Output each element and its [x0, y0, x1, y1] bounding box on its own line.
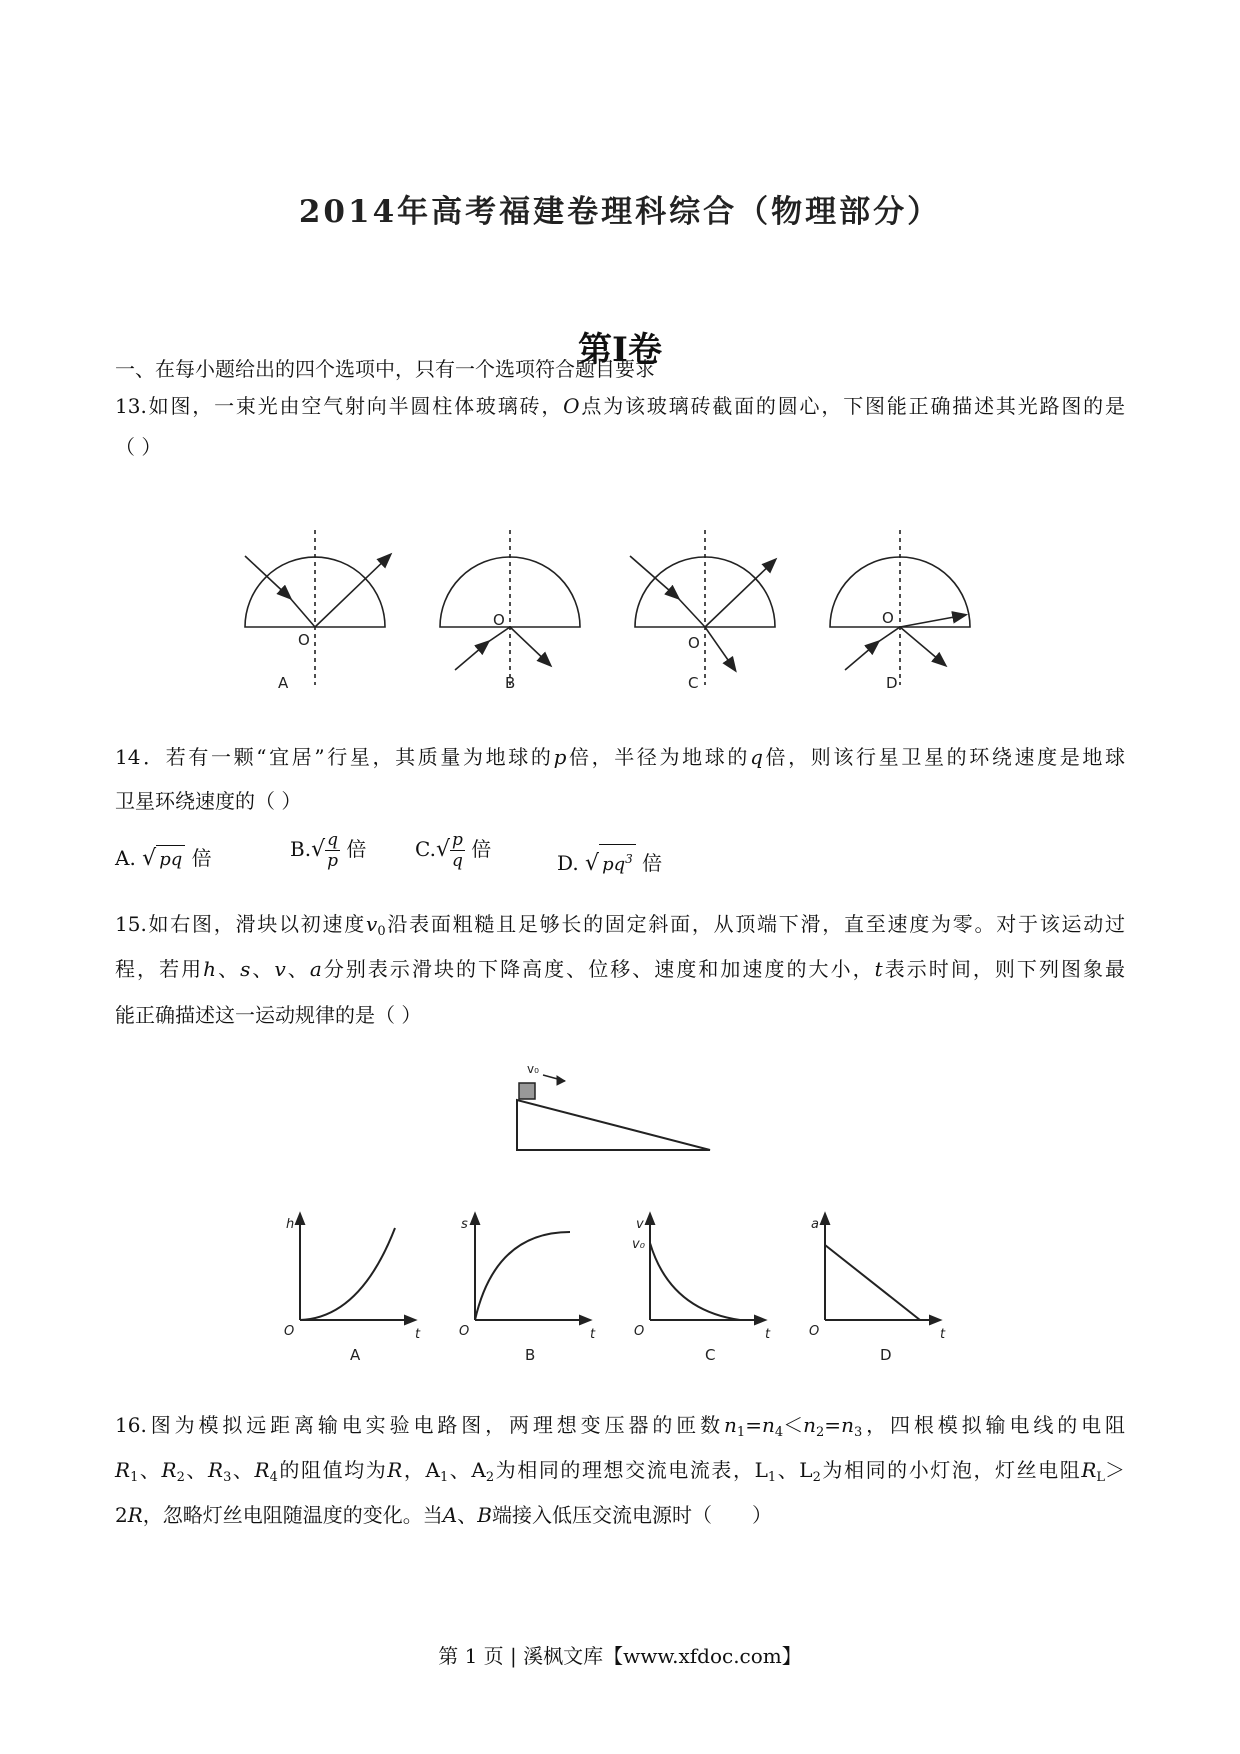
q16-line1: 16.图为模拟远距离输电实验电路图，两理想变压器的匝数$n_1=n_4<n_2=n_3$，四根模拟输电线的电阻	[115, 1413, 1126, 1440]
q15-graph-c-xaxis: t	[765, 1327, 771, 1342]
q15-graph-d-yaxis: a	[811, 1217, 819, 1232]
q13-figure	[230, 490, 1030, 690]
q15-graph-c-yaxis: v	[636, 1217, 644, 1232]
q13-origin-a: O	[298, 631, 310, 649]
q14-option-d: D. √ $pq^3$ 倍	[557, 844, 662, 879]
q15-graph-d-label: D	[880, 1346, 892, 1364]
q15-graph-b	[471, 1214, 590, 1324]
q14-line1: 14．若有一颗“宜居”行星，其质量为地球的p倍，半径为地球的q倍，则该行星卫星的环绕速度是地球	[115, 745, 1126, 769]
q15-incline-label: v₀	[527, 1062, 539, 1076]
q15-line3: 能正确描述这一运动规律的是（ ）	[115, 1003, 422, 1027]
q15-graph-c-label: C	[705, 1346, 716, 1364]
q13-origin-c: O	[688, 634, 700, 652]
q15-graph-d-xaxis: t	[940, 1327, 946, 1342]
page-footer: 第 1 页 | 溪枫文库【www.xfdoc.com】	[438, 1644, 802, 1668]
q13-diagram-c	[630, 530, 775, 685]
section-heading: 一、在每小题给出的四个选项中，只有一个选项符合题目要求	[115, 357, 655, 381]
q13-label-a: A	[278, 674, 289, 690]
q15-graph-a-xaxis: t	[415, 1327, 421, 1342]
q13-label-c: C	[688, 674, 699, 690]
q14-line2: 卫星环绕速度的（ ）	[115, 789, 302, 813]
q13-label-d: D	[886, 674, 898, 690]
q13-diagram-a	[245, 530, 390, 685]
q16-line2: $R_1$、$R_2$、$R_3$、$R_4$的阻值均为R，$A_1$、$A_2$为相同的理想交流电流表，$L_1$、$L_2$为相同的小灯泡，灯丝电阻$R_L>$	[115, 1458, 1126, 1485]
q15-graph-b-origin: O	[459, 1324, 470, 1339]
q14-option-c: C.√ $\frac{p}{q}$ 倍	[415, 830, 492, 871]
q15-line1: 15.如右图，滑块以初速度$v_0$沿表面粗糙且足够长的固定斜面，从顶端下滑，直至速度为零。对于该运动过	[115, 912, 1126, 939]
q15-graph-a-yaxis: h	[286, 1217, 295, 1232]
q15-graph-a	[296, 1214, 415, 1324]
q15-graph-b-xaxis: t	[590, 1327, 596, 1342]
volume-title: 第I卷	[578, 330, 662, 370]
q13-line1: 13.如图，一束光由空气射向半圆柱体玻璃砖，O点为该玻璃砖截面的圆心，下图能正确描述其光路图的是	[115, 394, 1125, 418]
q13-label-b: B	[505, 674, 516, 690]
q15-line2: 程，若用h、s、v、a分别表示滑块的下降高度、位移、速度和加速度的大小，t表示时间，则下列图象最	[115, 957, 1126, 981]
q15-graph-b-label: B	[525, 1346, 536, 1364]
q15-graph-d-origin: O	[809, 1324, 820, 1339]
q13-origin-d: O	[882, 609, 894, 627]
q15-graph-a-origin: O	[284, 1324, 295, 1339]
q14-option-b: B.√ $\frac{q}{p}$ 倍	[290, 830, 367, 871]
q15-incline-figure	[505, 1055, 725, 1155]
q13-diagram-b	[440, 530, 580, 685]
q14-option-a: A. √ pq 倍	[115, 844, 212, 874]
q15-graph-a-label: A	[350, 1346, 361, 1364]
q15-graphs	[280, 1210, 980, 1380]
q13-origin-b: O	[493, 611, 505, 629]
q13-line2: （ ）	[115, 435, 162, 459]
document-title: 2014年高考福建卷理科综合（物理部分）	[298, 194, 942, 230]
q16-line3: 2R，忽略灯丝电阻随温度的变化。当A、B端接入低压交流电源时（ ）	[115, 1503, 772, 1527]
q13-diagram-d	[830, 530, 970, 685]
q15-graph-c-origin: O	[634, 1324, 645, 1339]
q15-graph-c	[646, 1214, 765, 1324]
q15-graph-d	[821, 1214, 940, 1324]
q15-graph-b-yaxis: s	[461, 1217, 468, 1232]
q15-graph-c-y0: v₀	[632, 1237, 645, 1252]
